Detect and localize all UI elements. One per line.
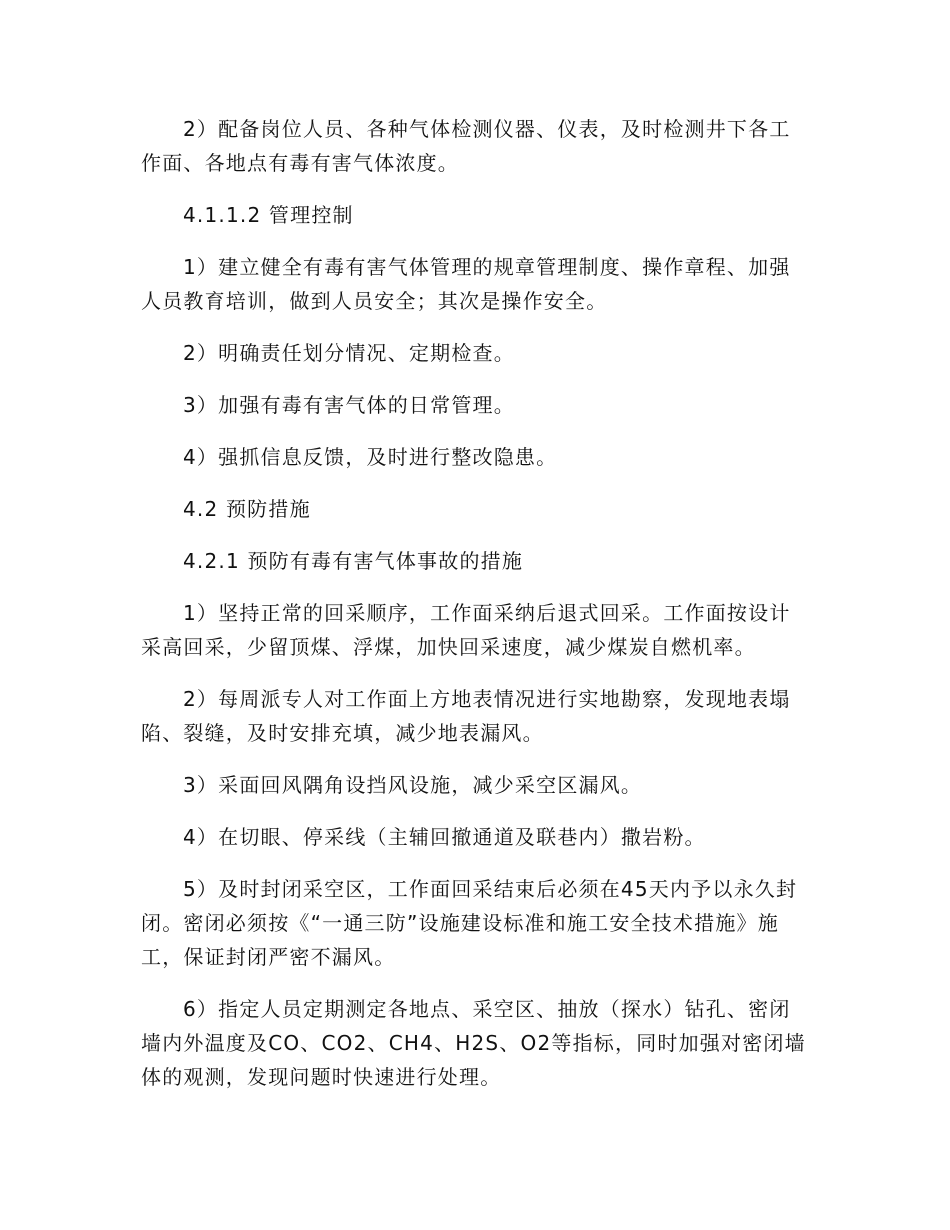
heading-4-1-1-2: 4.1.1.2 管理控制 [183, 203, 354, 227]
paragraph-seal-goaf: 5）及时封闭采空区，工作面回采结束后必须在45天内予以永久封闭。密闭必须按《“一通三防”设施建设标准和施工安全技术措施》施工，保证封闭严密不漏风。 [141, 877, 798, 969]
paragraph-mining-sequence: 1）坚持正常的回采顺序，工作面采纳后退式回采。工作面按设计采高回采，少留顶煤、浮煤，加快回采速度，减少煤炭自燃机率。 [141, 601, 791, 659]
paragraph-wind-barrier: 3）采面回风隅角设挡风设施，减少采空区漏风。 [183, 773, 643, 797]
heading-4-2: 4.2 预防措施 [183, 497, 311, 521]
paragraph-rock-dust: 4）在切眼、停采线（主辅回撤通道及联巷内）撒岩粉。 [183, 825, 706, 849]
paragraph-management-rules: 1）建立健全有毒有害气体管理的规章管理制度、操作章程、加强人员教育培训，做到人员安全；其次是操作安全。 [141, 255, 791, 313]
paragraph-responsibility: 2）明确责任划分情况、定期检查。 [183, 341, 515, 365]
paragraph-surface-survey: 2）每周派专人对工作面上方地表情况进行实地勘察，发现地表塌陷、裂缝，及时安排充填，减少地表漏风。 [141, 687, 791, 745]
paragraph-monitoring: 6）指定人员定期测定各地点、采空区、抽放（探水）钻孔、密闭墙内外温度及CO、CO2、CH4、H2S、O2等指标，同时加强对密闭墙体的观测，发现问题时快速进行处理。 [141, 997, 806, 1089]
paragraph-feedback: 4）强抓信息反馈，及时进行整改隐患。 [183, 445, 558, 469]
heading-4-2-1: 4.2.1 预防有毒有害气体事故的措施 [183, 549, 524, 573]
document-body [141, 112, 811, 1112]
paragraph-gas-detection: 2）配备岗位人员、各种气体检测仪器、仪表，及时检测井下各工作面、各地点有毒有害气体浓度。 [141, 117, 791, 175]
paragraph-daily-management: 3）加强有毒有害气体的日常管理。 [183, 393, 515, 417]
